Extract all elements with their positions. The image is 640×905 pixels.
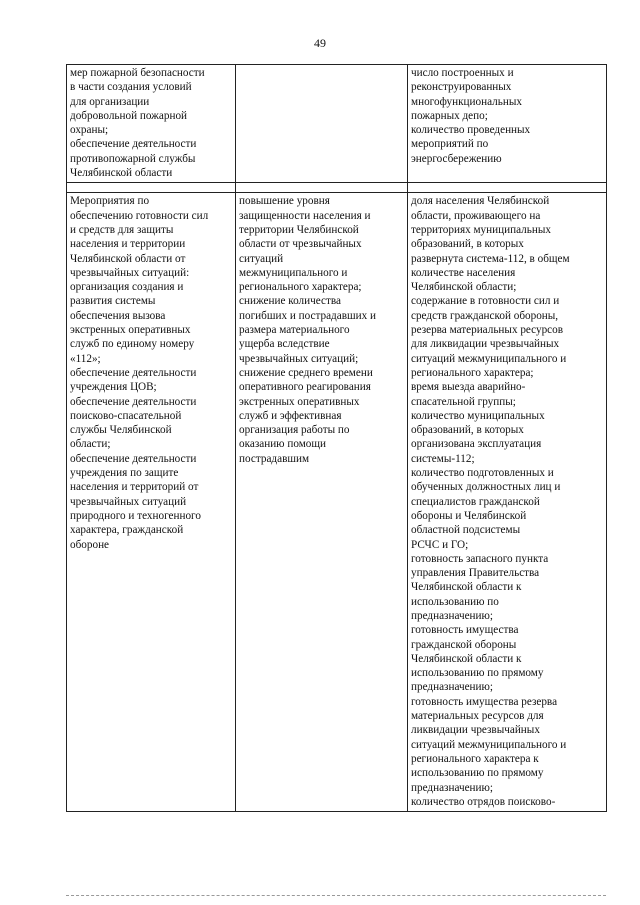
cell-text-line: РСЧС и ГО; [411, 538, 469, 551]
table-row [67, 193, 607, 812]
cell-text-line: обеспечение деятельности [70, 138, 197, 151]
page-number: 49 [314, 36, 326, 50]
cell-text-line: количество отрядов поисково- [411, 795, 556, 808]
cell-text-line: организация создания и [70, 281, 184, 294]
cell-text-line: материальных ресурсов для [411, 710, 544, 723]
cell-text-line: обеспечение деятельности [70, 395, 197, 408]
cell-text-line: количество муниципальных [411, 409, 545, 422]
cell-text-line: охраны; [70, 124, 109, 137]
cell-text-line: обороне [70, 538, 110, 551]
cell-text-line: организация работы по [239, 424, 350, 437]
row2-indicator-cell [408, 193, 607, 812]
cell-text-line: ущерба вследствие [239, 338, 330, 351]
cell-text-line: для организации [70, 95, 150, 108]
cell-text-line: Челябинской области от [70, 252, 186, 265]
cell-text-line: регионального характера; [239, 281, 362, 294]
cell-text-line: время выезда аварийно- [411, 381, 526, 394]
cell-text-line: для ликвидации чрезвычайных [411, 338, 560, 351]
cell-text-line: образований, в которых [411, 238, 524, 251]
cell-text-line: гражданской обороны [411, 638, 517, 651]
cell-text-line: средств гражданской обороны, [411, 309, 559, 322]
cell-text-line: экстренных оперативных [239, 395, 360, 408]
table-row [67, 65, 607, 183]
cell-text-line: мер пожарной безопасности [70, 67, 205, 79]
cell-text-line: количестве населения [411, 266, 516, 279]
cell-text-line: предназначению; [411, 681, 493, 694]
cell-text-line: использованию по прямому [411, 667, 544, 680]
row1-result-cell [236, 65, 408, 183]
cell-text-line: служб по единому номеру [70, 338, 195, 351]
cell-text-line: службы Челябинской [70, 424, 172, 437]
cell-text-line: Челябинской области к [411, 652, 522, 665]
cell-text-line: пожарных депо; [411, 109, 488, 122]
cell-text-line: обеспечения вызова [70, 309, 166, 322]
cell-text-line: территории Челябинской [239, 223, 359, 236]
cell-text-line: повышение уровня [239, 195, 330, 208]
cell-text-line: пострадавшим [239, 452, 310, 465]
cell-text-line: регионального характера; [411, 366, 534, 379]
cell-text-line: межмуниципального и [239, 266, 348, 279]
cell-text-line: развернута система-112, в общем [411, 252, 570, 265]
cell-text-line: ликвидации чрезвычайных [411, 724, 540, 737]
cell-text-line: служб и эффективная [239, 409, 342, 422]
cell-text-line: спасательной группы; [411, 395, 516, 408]
cell-text-line: области; [70, 438, 111, 451]
cell-text-line: населения и территорий от [70, 481, 199, 494]
cell-text-line: содержание в готовности сил и [411, 295, 560, 308]
cell-text-line: территориях муниципальных [411, 223, 551, 236]
cell-text-line: предназначению; [411, 781, 493, 794]
cell-text-line: многофункциональных [411, 95, 522, 108]
cell-text-line: противопожарной службы [70, 152, 196, 165]
cell-text-line: Челябинской области [70, 167, 173, 180]
cell-text-line: управления Правительства [411, 567, 540, 580]
row-separator [67, 183, 607, 193]
cell-text-line: поисково-спасательной [70, 409, 182, 422]
cell-text-line: области, проживающего на [411, 209, 541, 222]
row2-result-cell [236, 193, 408, 812]
cell-text-line: экстренных оперативных [70, 324, 191, 337]
cell-text-line: чрезвычайных ситуаций; [239, 352, 359, 365]
cell-text-line: области от чрезвычайных [239, 238, 362, 251]
cell-text-line: готовность имущества [411, 624, 519, 637]
cell-text-line: число построенных и [411, 67, 514, 79]
cell-text-line: оказанию помощи [239, 438, 326, 451]
cell-text-line: снижение количества [239, 295, 341, 308]
cell-text-line: реконструированных [411, 81, 512, 94]
cell-text-line: характера, гражданской [70, 524, 184, 537]
cell-text-line: доля населения Челябинской [411, 195, 550, 208]
cell-text-line: развития системы [70, 295, 156, 308]
cell-text-line: и средств для защиты [70, 223, 174, 236]
cell-text-line: учреждения ЦОВ; [70, 381, 157, 394]
cell-text-line: количество подготовленных и [411, 467, 554, 480]
cell-text-line: обороны и Челябинской [411, 509, 527, 522]
cell-text-line: обеспечение деятельности [70, 366, 197, 379]
cell-text-line: ситуаций [239, 252, 284, 265]
cell-text-line: областной подсистемы [411, 524, 521, 537]
cell-text-line: ситуаций межмуниципального и [411, 352, 567, 365]
cell-text-line: количество проведенных [411, 124, 531, 137]
cell-text-line: энергосбережению [411, 152, 502, 165]
cell-text-line: в части создания условий [70, 81, 192, 94]
cell-text-line: «112»; [70, 352, 101, 365]
cell-text-line: резерва материальных ресурсов [411, 324, 564, 337]
cell-text-line: готовность имущества резерва [411, 695, 558, 708]
cell-text-line: регионального характера к [411, 752, 539, 765]
cell-text-line: ситуаций межмуниципального и [411, 738, 567, 751]
program-table [66, 64, 607, 812]
cell-text-line: системы-112; [411, 452, 475, 465]
cell-text-line: размера материального [239, 324, 350, 337]
cell-text-line: погибших и пострадавших и [239, 309, 376, 322]
cell-text-line: обученных должностных лиц и [411, 481, 561, 494]
cell-text-line: оперативного реагирования [239, 381, 371, 394]
row1-indicator-cell [408, 65, 607, 183]
cell-text-line: чрезвычайных ситуаций [70, 495, 187, 508]
cell-text-line: природного и техногенного [70, 509, 201, 522]
cell-text-line: мероприятий по [411, 138, 489, 151]
row1-activity-cell [67, 65, 236, 183]
cell-text-line: использованию по прямому [411, 767, 544, 780]
cell-text-line: снижение среднего времени [239, 366, 373, 379]
cell-text-line: готовность запасного пункта [411, 552, 549, 565]
cell-text-line: использованию по [411, 595, 499, 608]
row2-activity-cell [67, 193, 236, 812]
cell-text-line: Челябинской области к [411, 581, 522, 594]
cell-text-line: предназначению; [411, 609, 493, 622]
cell-text-line: Челябинской области; [411, 281, 517, 294]
cell-text-line: защищенности населения и [239, 209, 371, 222]
cell-text-line: организована эксплуатация [411, 438, 542, 451]
cell-text-line: обеспечение деятельности [70, 452, 197, 465]
page-bottom-edge [66, 895, 606, 897]
cell-text-line: населения и территории [70, 238, 186, 251]
cell-text-line: Мероприятия по [70, 195, 150, 208]
cell-text-line: образований, в которых [411, 424, 524, 437]
cell-text-line: чрезвычайных ситуаций: [70, 266, 190, 279]
cell-text-line: учреждения по защите [70, 467, 179, 480]
cell-text-line: специалистов гражданской [411, 495, 540, 508]
cell-text-line: добровольной пожарной [70, 109, 188, 122]
cell-text-line: обеспечению готовности сил [70, 209, 209, 222]
